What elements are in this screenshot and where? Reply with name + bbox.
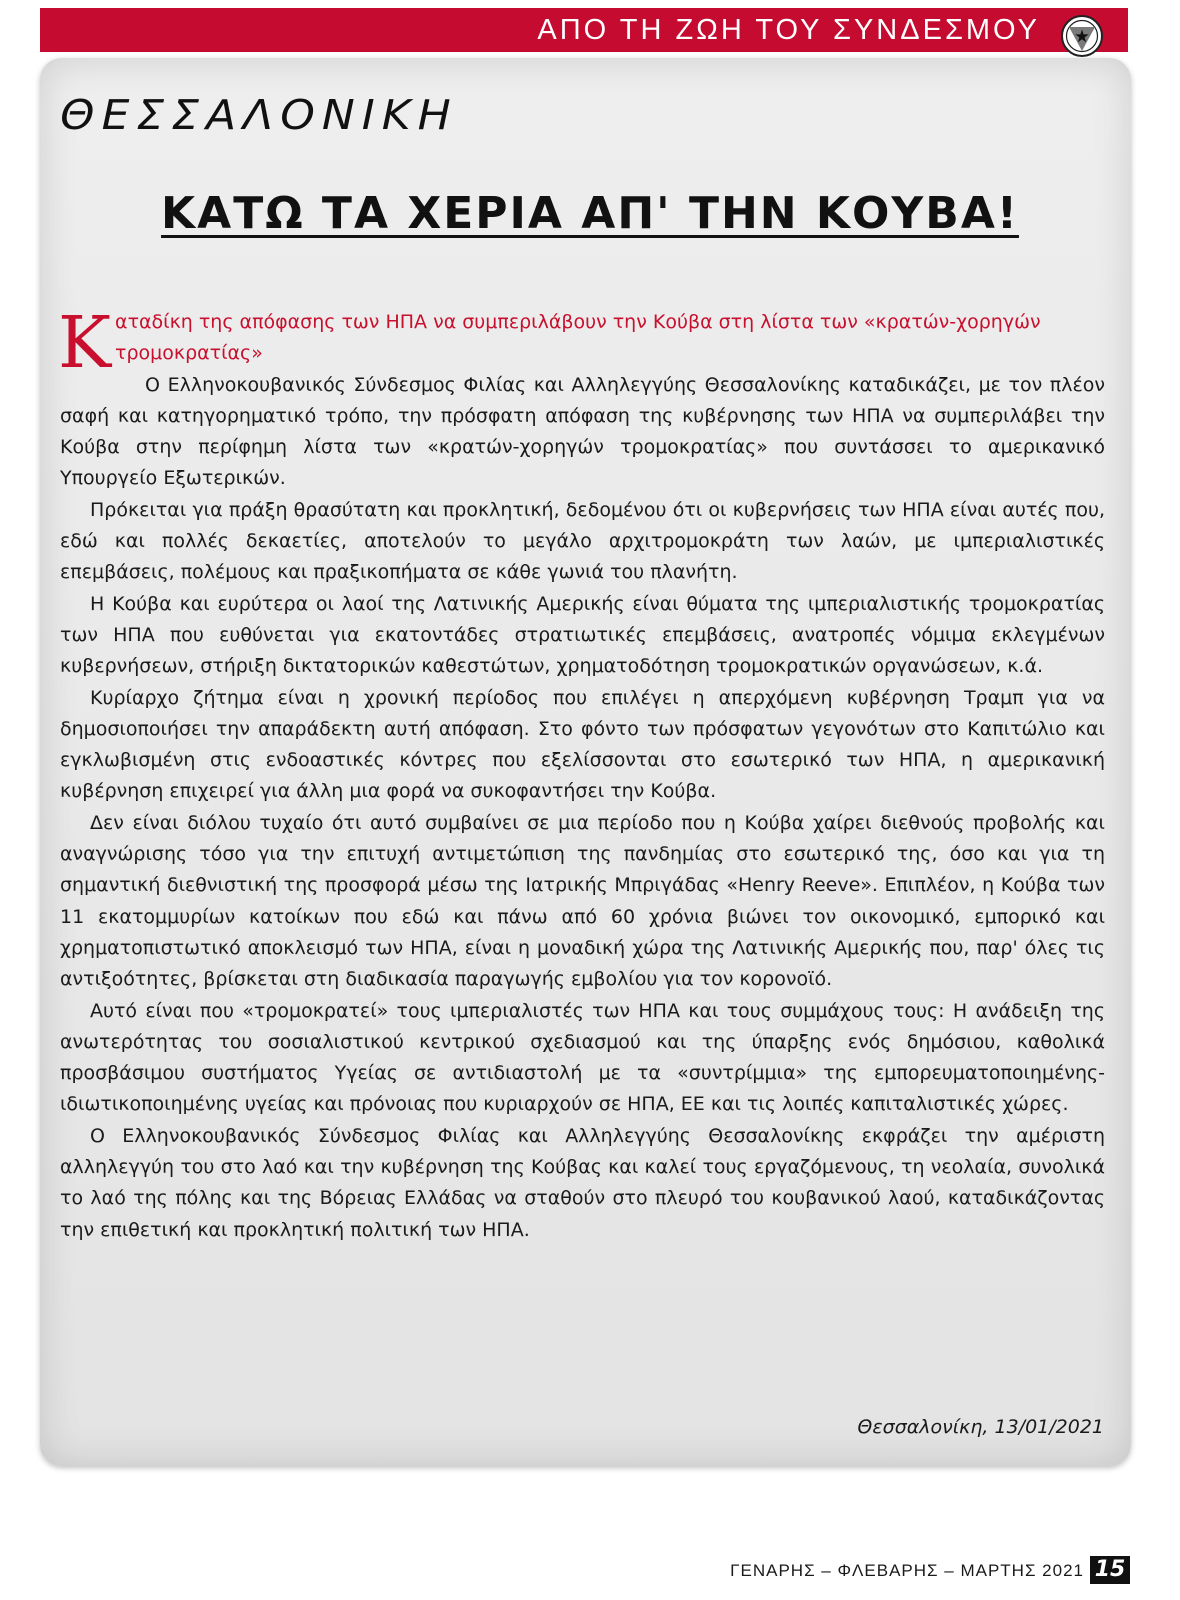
section-label: ΑΠΟ ΤΗ ΖΩΗ ΤΟΥ ΣΥΝΔΕΣΜΟΥ xyxy=(537,14,1040,46)
article-title-text: ΚΑΤΩ ΤΑ ΧΕΡΙΑ ΑΠ' ΤΗΝ ΚΟΥΒΑ! xyxy=(161,188,1019,239)
issue-label: ΓΕΝΑΡΗΣ – ΦΛΕΒΑΡΗΣ – ΜΑΡΤΗΣ 2021 xyxy=(730,1561,1084,1580)
page-number: 15 xyxy=(1090,1556,1130,1584)
article-body xyxy=(58,301,1105,1246)
body-paragraph: Ο Ελληνοκουβανικός Σύνδεσμος Φιλίας και Αλληλεγγύης Θεσσαλονίκης εκφράζει την αμέριστη αλληλεγγύη του στο λαό και την κυβέρνηση της Κούβας και καλεί τους εργαζόμενους, τη νεολαία, συνολικά το λαό της πόλης και της Βόρειας Ελλάδας να σταθούν στο πλευρό του κουβανικού λαού, καταδικάζοντας την επιθετική και προκλητική πολιτική των ΗΠΑ. xyxy=(60,1124,1105,1241)
city-heading: ΘΕΣΣΑΛΟΝΙΚΗ xyxy=(60,92,458,139)
body-paragraph: Ο Ελληνοκουβανικός Σύνδεσμος Φιλίας και Αλληλεγγύης Θεσσαλονίκης καταδικάζει, με τον πλέον σαφή και κατηγορηματικό τρόπο, την πρόσφατη απόφαση της κυβέρνησης των ΗΠΑ να συμπεριλάβει την Κούβα στην περίφημη λίστα των «κρατών-χορηγών τρομοκρατίας» που συντάσσει το αμερικανικό Υπουργείο Εξωτερικών. xyxy=(60,373,1105,490)
body-paragraph: Αυτό είναι που «τρομοκρατεί» τους ιμπεριαλιστές των ΗΠΑ και τους συμμάχους τους: Η ανάδειξη της ανωτερότητας του σοσιαλιστικού κεντρικού σχεδιασμού και της ύπαρξης ενός δημόσιου, καθολικά προσβάσιμου συστήματος Υγείας σε αντιδιαστολή με τα «συντρίμμια» της εμπορευματοποιημένης-ιδιωτικοποιημένης υγείας και πρόνοιας που κυριαρχούν σε ΗΠΑ, ΕΕ και τις λοιπές καπιταλιστικές χώρες. xyxy=(60,999,1105,1116)
date-line: Θεσσαλονίκη, 13/01/2021 xyxy=(857,1416,1104,1438)
lead-paragraph xyxy=(58,301,1105,384)
body-paragraph: Η Κούβα και ευρύτερα οι λαοί της Λατινικής Αμερικής είναι θύματα της ιμπεριαλιστικής τρομοκρατίας των ΗΠΑ που ευθύνεται για εκατοντάδες στρατιωτικές επεμβάσεις, ανατροπές νόμιμα εκλεγμένων κυβερνήσεων, στήριξη δικτατορικών καθεστώτων, χρηματοδότηση τρομοκρατικών οργανώσεων, κ.ά. xyxy=(60,592,1105,678)
body-paragraph: Πρόκειται για πράξη θρασύτατη και προκλητική, δεδομένου ότι οι κυβερνήσεις των ΗΠΑ είναι αυτές που, εδώ και πολλές δεκαετίες, αποτελούν το μεγάλο αρχιτρομοκράτη των λαών, με ιμπεριαλιστικές επεμβάσεις, πολέμους και πραξικοπήματα σε κάθε γωνιά του πλανήτη. xyxy=(60,498,1105,584)
body-paragraph: Κυρίαρχο ζήτημα είναι η χρονική περίοδος που επιλέγει η απερχόμενη κυβέρνηση Τραμπ για να δημοσιοποιήσει την απαράδεκτη αυτή απόφαση. Στο φόντο των πρόσφατων γεγονότων στο Καπιτώλιο και εγκλωβισμένη στις ενδοαστικές κόντρες που εξελίσσονται στο εσωτερικό των ΗΠΑ, η αμερικανική κυβέρνηση επιχειρεί για άλλη μια φορά να συκοφαντήσει την Κούβα. xyxy=(60,686,1105,803)
lead-text: αταδίκη της απόφασης των ΗΠΑ να συμπεριλάβουν την Κούβα στη λίστα των «κρατών-χορηγών τρομοκρατίας» xyxy=(115,311,1041,365)
triangle-star-badge-icon xyxy=(1060,14,1104,58)
drop-cap: Κ xyxy=(58,301,112,384)
article-title xyxy=(0,188,1180,239)
body-paragraph: Δεν είναι διόλου τυχαίο ότι αυτό συμβαίνει σε μια περίοδο που η Κούβα χαίρει διεθνούς προβολής και αναγνώρισης τόσο για την επιτυχή αντιμετώπιση της πανδημίας στο εσωτερικό της, όσο και για τη σημαντική διεθνιστική της προσφορά μέσω της Ιατρικής Μπριγάδας «Henry Reeve». Επιπλέον, η Κούβα των 11 εκατομμυρίων κατοίκων που εδώ και πάνω από 60 χρόνια βιώνει τον οικονομικό, εμπορικό και χρηματοπιστωτικό αποκλεισμό των ΗΠΑ, είναι η μοναδική χώρα της Λατινικής Αμερικής που, παρ' όλες τις αντιξοότητες, βρίσκεται στη διαδικασία παραγωγής εμβολίου για τον κορονοϊό. xyxy=(60,811,1105,991)
